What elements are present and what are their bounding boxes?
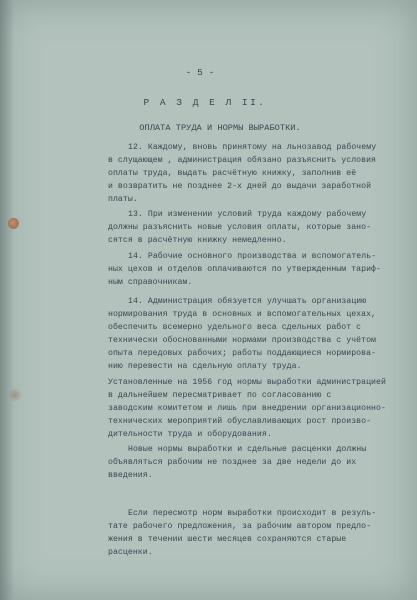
text-line: заводским комитетом и лишь при внедрении организационно- [108,404,386,413]
text-line: нормирования труда в основных и вспомогательных цехах, [108,310,377,319]
text-line: опыта передовых рабочих; работы поддающиеся нормирова- [108,349,377,358]
text-line: дительности труда и оборудования. [108,430,272,439]
paragraph-revision [108,507,408,559]
text-line: 13. При изменении условий труда каждому рабочему [128,210,367,219]
text-line: жения в течении шести месяцев сохраняются старые [108,535,347,544]
text-line: должны разъяснить новые условия оплаты, которые зано- [108,223,372,232]
paragraph-norms-1956 [108,376,408,441]
text-line: 14. Администрация обязуется улучшать организацию [128,297,367,306]
text-line: Установленные на 1956 год нормы выработки администрацией [108,378,386,387]
paragraph-14a [108,250,408,289]
text-line: нию перевести на сдельную оплату труда. [108,362,302,371]
text-line: обеспечить всемерно удельного веса сдельных работ с [108,323,362,332]
text-line: объявляться рабочим не позднее за две недели до их [108,458,357,467]
paragraph-13 [108,208,408,247]
paragraph-12 [108,141,408,206]
text-line: технически обоснованными нормами производства с учётом [108,336,377,345]
page-number: - 5 - [185,67,215,78]
text-line: в слущающем , администрация обязано разъяснить условия [108,156,377,165]
paragraph-new-norms [108,443,408,482]
text-line: оплаты труда, выдать расчётную книжку, заполнив её [108,169,357,178]
text-line: и возвратить не позднее 2-х дней до выдачи заработной [108,182,372,191]
text-line: сятся в расчётную книжку немедленно. [108,236,287,245]
text-line: платы. [108,195,138,204]
text-line: ным справочникам. [108,278,193,287]
text-line: введения. [108,471,153,480]
text-line: технических мероприятий обуславливающих рост произво- [108,417,372,426]
punch-hole-mark [8,218,19,229]
text-line: Новые нормы выработки и сдельные расценки должны [128,445,367,454]
text-line: ных цехов и отделов оплачиваются по утвержденным тариф- [108,265,381,274]
paper-stain [8,388,22,402]
text-line: 12. Каждому, вновь принятому на льнозавод рабочему [128,143,377,152]
text-line: расценки. [108,548,153,557]
section-title: Р А З Д Е Л II. [143,97,267,108]
text-line: в дальнейшем пересматривает по согласованию с [108,391,332,400]
section-heading: ОПЛАТА ТРУДА И НОРМЫ ВЫРАБОТКИ. [139,123,301,133]
text-line: 14. Рабочие основного производства и вспомогатель- [128,252,377,261]
page-edge-shadow [0,0,14,600]
text-line: Если пересмотр норм выработки происходит в резуль- [128,509,377,518]
text-line: тате рабочего предложения, за рабочим автором предло- [108,522,372,531]
paragraph-14b [108,295,408,373]
